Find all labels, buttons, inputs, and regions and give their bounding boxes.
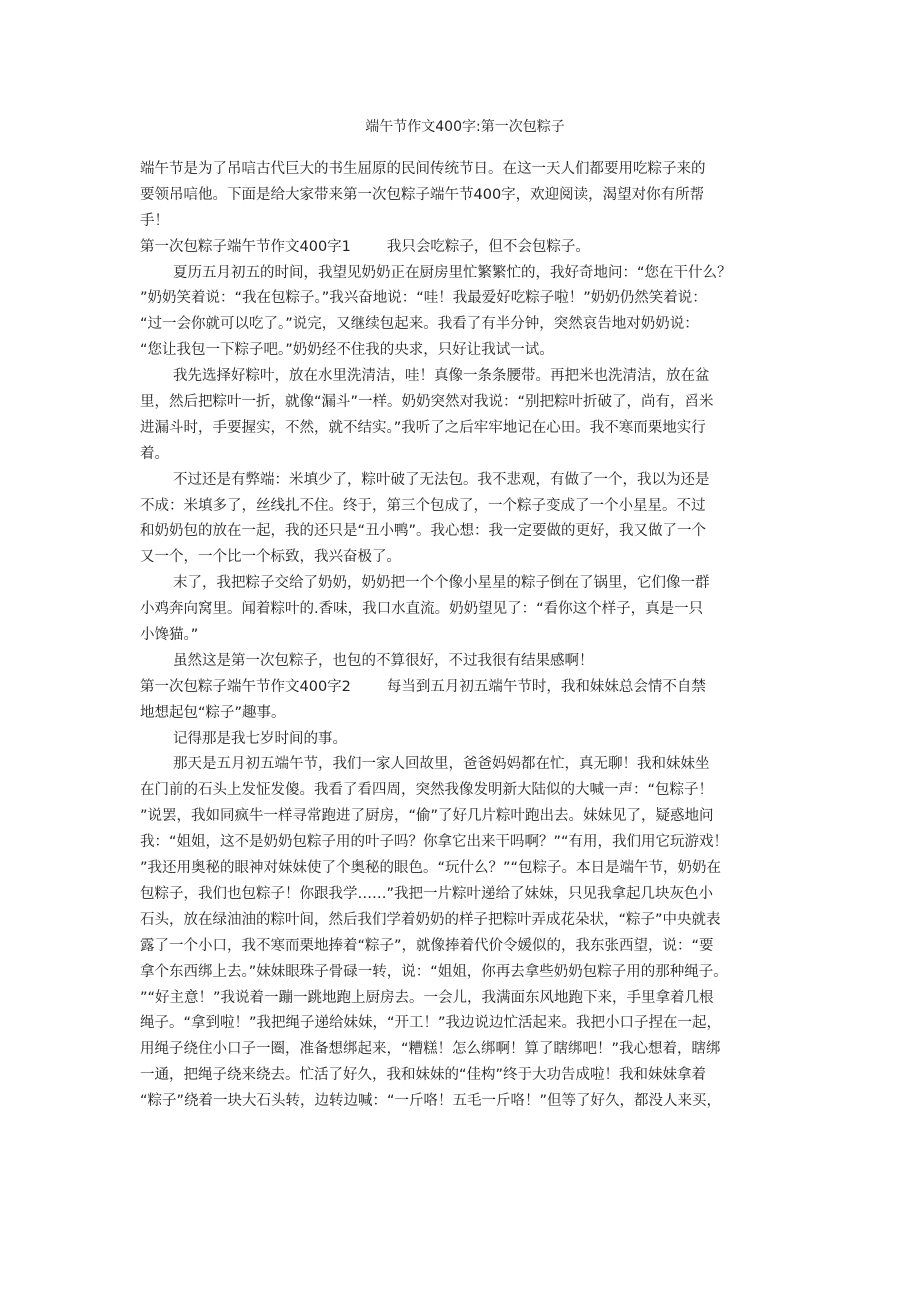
- line-text: 我：“姐姐，这不是奶奶包粽子用的叶子吗？你拿它出来干吗啊？”“有用，我们用它玩游戏！: [140, 834, 729, 851]
- text-line: [140, 597, 790, 623]
- text-line: [140, 261, 790, 287]
- text-line: [140, 338, 790, 364]
- text-line: [140, 986, 790, 1012]
- line-text: 进漏斗时，手要握实，不然，就不结实。”我听了之后牢牢地记在心田。我不寒而栗地实行: [140, 419, 706, 436]
- text-line: [140, 1011, 790, 1037]
- text-line: [140, 468, 790, 494]
- line-text: 夏历五月初五的时间，我望见奶奶正在厨房里忙繁繁忙的，我好奇地问：“您在干什么？: [173, 264, 732, 281]
- line-text: 又一个，一个比一个标致，我兴奋极了。: [140, 549, 401, 566]
- line-text: ”我还用奥秘的眼神对妹妹使了个奥秘的眼色。“玩什么？”“包粽子。本日是端午节，奶奶在: [140, 860, 722, 877]
- line-text: 用绳子绕住小口子一圈，准备想绑起来，“糟糕！怎么绑啊！算了瞎绑吧！”我心想着，瞎绑: [140, 1041, 721, 1058]
- line-text: 不成：米填多了，丝线扎不住。终于，第三个包成了，一个粽子变成了一个小星星。不过: [140, 497, 706, 514]
- line-text: ”奶奶笑着说：“我在包粽子。”我兴奋地说：“哇！我最爱好吃粽子啦！”奶奶仍然笑着说：: [140, 290, 707, 307]
- text-line: [140, 442, 790, 468]
- text-line: [140, 390, 790, 416]
- text-line: [140, 209, 790, 235]
- line-text: “过一会你就可以吃了。”说完，又继续包起来。我看了有半分钟，突然哀告地对奶奶说：: [140, 316, 699, 333]
- line-text: “粽子”绕着一块大石头转，边转边喊：“一斤咯！五毛一斤咯！”但等了好久，都没人来买，: [140, 1093, 722, 1110]
- text-line: [140, 235, 790, 261]
- line-text: 那天是五月初五端午节，我们一家人回故里，爸爸妈妈都在忙，真无聊！我和妹妹坐: [173, 756, 710, 773]
- line-text: 每当到五月初五端午节时，我和妹妹总会情不自禁: [386, 678, 706, 695]
- line-text: 端午节是为了吊唁古代巨大的书生屈原的民间传统节日。在这一天人们都要用吃粽子来的: [140, 161, 706, 177]
- text-line: [140, 727, 790, 753]
- section-heading: 第一次包粽子端午节作文400字1: [140, 238, 351, 255]
- line-text: 手！: [140, 212, 169, 229]
- line-text: 地想起包“粽子”趣事。: [140, 704, 286, 721]
- line-text: 不过还是有弊端：米填少了，粽叶破了无法包。我不悲观，有做了一个，我以为还是: [173, 471, 710, 488]
- line-text: 一通，把绳子绕来绕去。忙活了好久，我和妹妹的“佳构”终于大功告成啦！我和妹妹拿着: [140, 1067, 707, 1084]
- line-text: ”说罢，我如同疯牛一样寻常跑进了厨房，“偷”了好几片粽叶跑出去。妹妹见了，疑惑地问: [140, 808, 714, 825]
- text-line: [140, 286, 790, 312]
- text-line: [140, 545, 790, 571]
- text-line: [140, 778, 790, 804]
- line-text: 里，然后把粽叶一折，就像“漏斗”一样。奶奶突然对我说：“别把粽叶折破了，尚有，舀米: [140, 394, 714, 411]
- line-text: 石头，放在绿油油的粽叶间，然后我们学着奶奶的样子把粽叶弄成花朵状，“粽子”中央就表: [140, 911, 721, 928]
- line-text: 记得那是我七岁时间的事。: [173, 730, 347, 747]
- line-text: 小馋猫。”: [140, 627, 199, 644]
- text-line: [140, 701, 790, 727]
- text-line: [140, 804, 790, 830]
- text-line: [140, 1063, 790, 1089]
- text-line: [140, 623, 790, 649]
- text-line: [140, 882, 790, 908]
- text-line: [140, 312, 790, 338]
- text-line: [140, 934, 790, 960]
- text-line: [140, 675, 790, 701]
- text-line: [140, 183, 790, 209]
- section-heading: 第一次包粽子端午节作文400字2: [140, 678, 351, 695]
- text-line: [140, 649, 790, 675]
- line-text: 虽然这是第一次包粽子，也包的不算很好，不过我很有结果感啊！: [173, 652, 594, 669]
- line-text: 我先选择好粽叶，放在水里洗清洁，哇！真像一条条腰带。再把米也洗清洁，放在盆: [173, 368, 710, 385]
- text-line: [140, 1037, 790, 1063]
- line-text: 和奶奶包的放在一起，我的还只是“丑小鸭”。我心想：我一定要做的更好，我又做了一个: [140, 523, 707, 540]
- text-line: [140, 752, 790, 778]
- line-text: “您让我包一下粽子吧。”奶奶经不住我的央求，只好让我试一试。: [140, 342, 554, 359]
- document-title: 端午节作文400字:第一次包粽子: [365, 119, 565, 135]
- text-line: [140, 157, 790, 183]
- text-line: [140, 1089, 790, 1115]
- text-line: [140, 364, 790, 390]
- text-line: [140, 519, 790, 545]
- line-text: 末了，我把粽子交给了奶奶，奶奶把一个个像小星星的粽子倒在了锅里，它们像一群: [173, 575, 710, 592]
- line-text: 拿个东西绑上去。”妹妹眼珠子骨碌一转，说：“姐姐，你再去拿些奶奶包粽子用的那种绳子。: [140, 963, 728, 980]
- text-line: [140, 830, 790, 856]
- line-text: 在门前的石头上发怔发傻。我看了看四周，突然我像发明新大陆似的大喊一声：“包粽子！: [140, 782, 714, 799]
- text-line: [140, 856, 790, 882]
- document-body: [140, 157, 790, 1115]
- text-line: [140, 571, 790, 597]
- line-text: 我只会吃粽子，但不会包粽子。: [386, 238, 590, 255]
- text-line: [140, 494, 790, 520]
- line-text: 要领吊唁他。下面是给大家带来第一次包粽子端午节400字，欢迎阅读，渴望对你有所帮: [140, 186, 705, 203]
- text-line: [140, 416, 790, 442]
- text-line: [140, 908, 790, 934]
- line-text: 小鸡奔向窝里。闻着粽叶的.香味，我口水直流。奶奶望见了：“看你这个样子，真是一只: [140, 601, 704, 618]
- line-text: 露了一个小口，我不寒而栗地捧着“粽子”，就像捧着代价令媛似的，我东张西望，说：“要: [140, 937, 714, 954]
- line-text: 着。: [140, 445, 169, 462]
- text-line: [140, 960, 790, 986]
- line-text: 绳子。“拿到啦！”我把绳子递给妹妹，“开工！”我边说边忙活起来。我把小口子捏在一起，: [140, 1015, 722, 1032]
- line-text: ”“好主意！”我说着一蹦一跳地跑上厨房去。一会儿，我满面东风地跑下来，手里拿着几根: [140, 989, 714, 1006]
- line-text: 包粽子，我们也包粽子！你跟我学……”我把一片粽叶递给了妹妹，只见我拿起几块灰色小: [140, 885, 714, 902]
